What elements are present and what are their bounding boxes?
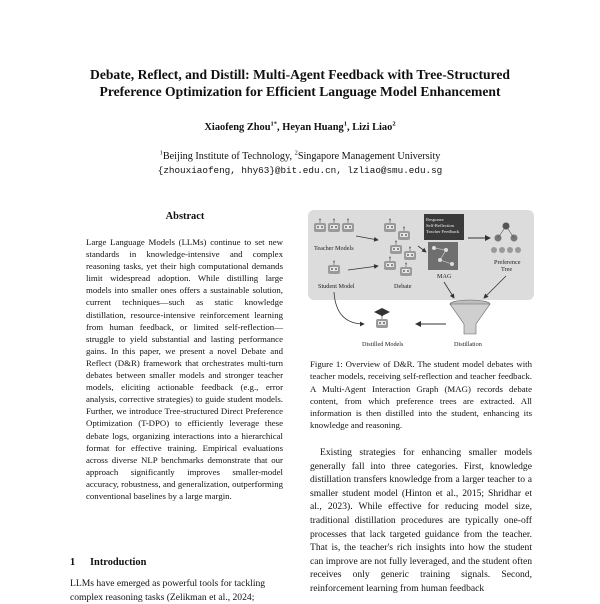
- intro-line-2: complex reasoning tasks (Zelikman et al., 2024;: [70, 591, 255, 603]
- label-distillation: Distillation: [454, 341, 482, 348]
- label-preference: Preference: [494, 259, 521, 266]
- teacher-robot-icon: [314, 219, 354, 233]
- title-line-1: Debate, Reflect, and Distill: Multi-Agent Feedback with Tree-Structured: [90, 67, 510, 82]
- author-separator: ,: [346, 122, 353, 133]
- author-name: Xiaofeng Zhou: [204, 122, 271, 133]
- right-column-text: [310, 446, 532, 596]
- legend-response: Response: [426, 217, 444, 222]
- author-sup: 2: [392, 120, 396, 128]
- distillation-funnel-icon: [450, 300, 490, 334]
- affiliation-1: Beijing Institute of Technology,: [162, 151, 295, 162]
- mag-graph-icon: [428, 242, 458, 270]
- figure-1: [306, 206, 536, 356]
- section-number: 1: [70, 557, 76, 568]
- title-line-2: Preference Optimization for Efficient Language Model Enhancement: [99, 84, 501, 99]
- label-student-model: Student Model: [318, 283, 355, 290]
- author-emails: {zhouxiaofeng, hhy63}@bit.edu.cn, lzliao@smu.edu.sg: [157, 165, 443, 176]
- distilled-robot-icon: [374, 308, 390, 328]
- author-sup: 1*: [270, 120, 278, 128]
- abstract-text: Large Language Models (LLMs) continue to set new standards in knowledge-intensive and complex reasoning tasks, yet their high computational demands limit widespread adoption. While distilling large models into smaller ones offers a sustainable solution, current techniques—such as static knowledge distillation, resource-intensive reinforcement learning from human feedback, or limited self-reflection—struggle to yield substantial and lasting performance gains. In this paper, we present a novel Debate and Reflect (D&R) framework that orchestrates multi-turn debates between smaller models and stronger teacher models, eliciting actionable feedback (e.g., error analysis, corrective strategies) to guide student models. Further, we introduce Tree-structured Direct Preference Optimization (T-DPO) to efficiently leverage these debate logs, organizing interactions into a hierarchical format for effective training. Empirical evaluations across diverse NLP benchmarks demonstrate that our approach significantly improves smaller-model accuracy, robustness, and generalization, outperforming conventional baselines by a large margin.: [86, 237, 283, 501]
- label-debate: Debate: [394, 283, 412, 290]
- legend-teacher-feedback: Teacher Feedback: [426, 229, 460, 234]
- affiliations: [60, 150, 540, 178]
- body-paragraph: Existing strategies for enhancing smaller models generally fall into three categories. First, knowledge distillation transfers knowledge from a larger teacher to a smaller student model (Hinton et al., 2015; Shridhar et al., 2023). While effective for reducing model size, traditional distillation procedures are typically one-off processes that lack targeted guidance from the teacher. That is, the teacher's rich insights into how the student can improve are not fully leveraged, and the student often receives only generic training signals. Second, reinforcement learning from human feedback: [310, 447, 532, 594]
- paper-title: [60, 66, 540, 100]
- affiliation-2: Singapore Management University: [297, 151, 441, 162]
- affiliation-line: [60, 150, 540, 164]
- author-list: [60, 122, 540, 133]
- author-sup: 1: [343, 120, 347, 128]
- affil-sup: 1: [159, 149, 163, 157]
- abstract-heading: Abstract: [165, 211, 205, 222]
- author-name: Heyan Huang: [282, 122, 344, 133]
- label-teacher-models: Teacher Models: [314, 245, 354, 252]
- label-mag: MAG: [437, 273, 452, 280]
- label-tree: Tree: [501, 266, 513, 273]
- figure-caption: Figure 1: Overview of D&R. The student model debates with teacher models, receiving self-reflection and teacher feedback. A Multi-Agent Interaction Graph (MAG) records debate content, from which preference trees are extracted. All information is then distilled into the student, enhancing its knowledge and reasoning.: [310, 359, 532, 431]
- author-name: Lizi Liao: [352, 122, 393, 133]
- affil-sup: 2: [294, 149, 298, 157]
- author-separator: ,: [277, 122, 283, 133]
- section-title: Introduction: [90, 557, 147, 568]
- label-distilled-models: Distilled Models: [362, 341, 404, 348]
- legend-self-reflection: Self-Reflection: [426, 223, 455, 228]
- figure-diagram: [306, 206, 536, 356]
- intro-line-1: LLMs have emerged as powerful tools for tackling: [70, 578, 266, 589]
- section-heading: [70, 557, 146, 568]
